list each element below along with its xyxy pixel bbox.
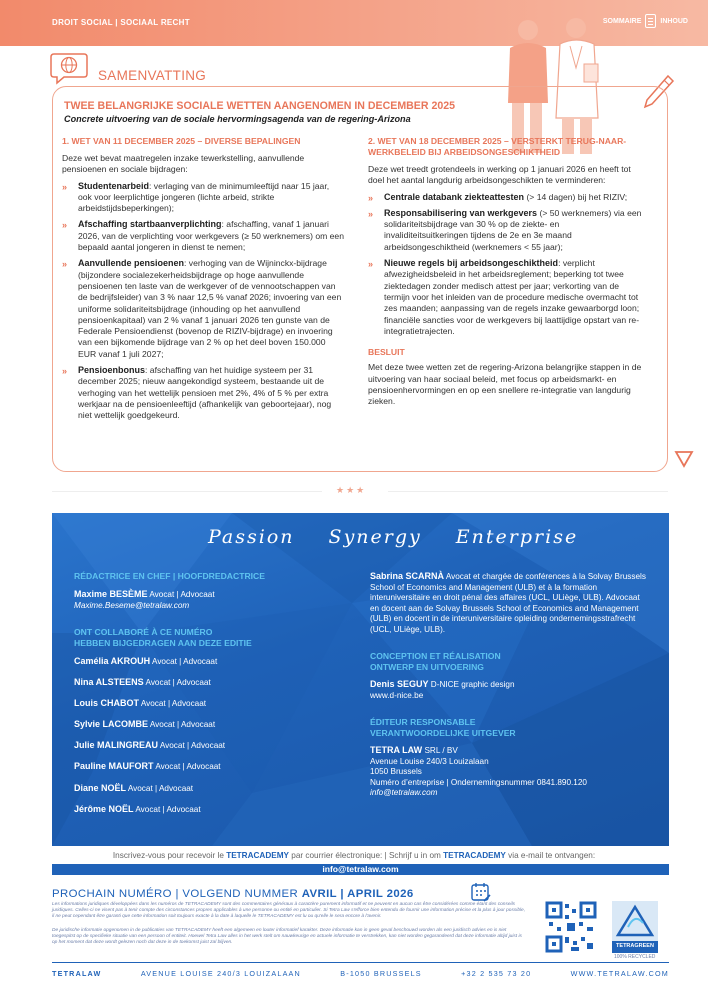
editor-line: Maxime BESÈME Avocat | Advocaat xyxy=(74,589,215,599)
subscribe-line: Inscrivez-vous pour recevoir le TETRACADEMY par courrier électronique: | Schrijf u in om TETRACADEMY via e-mail te ontvangen: xyxy=(112,851,596,860)
footer-address: AVENUE LOUISE 240/3 LOUIZALAAN xyxy=(140,969,301,978)
motto: Passion Synergy Enterprise xyxy=(208,526,579,548)
publisher-company-number: Numéro d’entreprise | Ondernemingsnummer 0841.890.120 xyxy=(370,777,587,787)
next-issue: PROCHAIN NUMÉRO | VOLGEND NUMMER AVRIL | APRIL 2026 xyxy=(52,888,414,900)
law2-column xyxy=(368,136,645,408)
credits-right xyxy=(370,571,650,799)
calendar-icon xyxy=(470,881,492,903)
recycled-label: 100% RECYCLED xyxy=(614,954,656,960)
list-item: » Afschaffing startbaanverplichting: afschaffing, vanaf 1 januari 2026, van de verplichting voor werkgevers (≥ 50 werknemers) om een bepaald aantal jongeren in dienst te nemen; xyxy=(62,219,344,253)
double-chevron-icon: » xyxy=(368,208,371,219)
contributor-item: Nina ALSTEENS Avocat | Advocaat xyxy=(74,677,211,688)
summary-heading: SAMENVATTING xyxy=(98,68,207,83)
scarna-bio: Sabrina SCARNÀ Avocat et chargée de conférences à la Solvay Brussels School of Economics and Management (ULB) et à la formation interuniversitaire en droit pénal des affaires (UCL, ULiège, ULB). Advocaat en docent aan de Solvay Brussels School of Economics and Management (ULB) en docent in de interuniversitaire opleiding ondernemingsstrafrecht (UCL, ULiège, ULB). xyxy=(370,571,646,634)
design-heading-nl: ONTWERP EN UITVOERING xyxy=(370,662,484,672)
footer-website[interactable]: WWW.TETRALAW.COM xyxy=(570,969,669,978)
footer-brand: TETRALAW xyxy=(52,969,102,978)
law2-title: 2. WET VAN 18 DECEMBER 2025 – VERSTERKT TERUG-NAAR-WERKBELEID BIJ ARBEIDSONGESCHIKTHEID xyxy=(368,136,627,157)
law2-intro: Deze wet treedt grotendeels in werking op 1 januari 2026 en heeft tot doel het aantal langdurig arbeidsongeschikten te verminderen: xyxy=(368,164,631,186)
toc-label-fr: SOMMAIRE xyxy=(602,17,642,25)
editor-email[interactable]: Maxime.Beseme@tetralaw.com xyxy=(74,600,190,610)
corner-logo-icon xyxy=(673,448,695,470)
disclaimer-fr: Les informations juridiques développées dans les numéros de TETRACADEMY sont des commentaires généraux à caractère purement informatif et ne peuvent en aucun cas être considérées comme étant des conseils juridiques. Celles-ci ne visent pas à tenir compte des circonstances propres applicables à une personne ou entité en particulier. Si Tetra Law s'efforce bien entendu de fournir une information précise et la plus à jour possible, il ne peut cependant être garanti que cette information soit toujours exacte à la date à laquelle le TETRACADEMY est lu ou qu'elle le sera encore à l'avenir. xyxy=(52,902,526,920)
contributor-item: Camélia AKROUH Avocat | Advocaat xyxy=(74,656,218,666)
law1-title: 1. WET VAN 11 DECEMBER 2025 – DIVERSE BEPALINGEN xyxy=(62,136,301,146)
contributor-item: Louis CHABOT Avocat | Advocaat xyxy=(74,698,207,709)
double-chevron-icon: » xyxy=(62,220,65,231)
contributor-item: Sylvie LACOMBE Avocat | Advocaat xyxy=(74,719,216,730)
publisher-heading-fr: ÉDITEUR RESPONSABLE xyxy=(370,717,476,727)
designer-line: Denis SEGUY D-NICE graphic design xyxy=(370,679,515,689)
toc-link[interactable] xyxy=(603,14,688,28)
subscribe-email[interactable]: info@tetralaw.com xyxy=(52,864,669,875)
toc-label-nl: INHOUD xyxy=(660,17,688,25)
clipboard-icon xyxy=(645,14,656,28)
footer-divider xyxy=(52,962,669,963)
publisher-city: 1050 Brussels xyxy=(370,767,422,776)
divider xyxy=(52,491,322,492)
tetragreen-label: TETRAGREEN xyxy=(616,943,654,949)
contributors-heading-fr: ONT COLLABORÉ À CE NUMÉRO xyxy=(74,627,213,637)
section-label: DROIT SOCIAL | SOCIAAL RECHT xyxy=(52,18,190,27)
contributor-item: Jérôme NOËL Avocat | Advocaat xyxy=(74,803,201,814)
conclusion-text: Met deze twee wetten zet de regering-Arizona belangrijke stappen in de uitvoering van haar sociaal beleid, met focus op arbeidsmarkt- en pensioenhervormingen en op een snellere re-integratie van langdurig zieken. xyxy=(368,362,642,407)
footer-city: B-1050 BRUSSELS xyxy=(340,969,422,978)
designer-url[interactable]: www.d-nice.be xyxy=(370,690,424,700)
publisher-email[interactable]: info@tetralaw.com xyxy=(370,788,438,797)
conclusion-heading: BESLUIT xyxy=(368,347,405,358)
contributor-item: Diane NOËL Avocat | Advocaat xyxy=(74,782,194,793)
law1-intro: Deze wet bevat maatregelen inzake tewerkstelling, aanvullende pensioenen en sociale bijdragen: xyxy=(62,153,305,175)
editor-heading: RÉDACTRICE EN CHEF | HOOFDREDACTRICE xyxy=(74,571,265,581)
list-item: » Aanvullende pensioenen: verhoging van de Wijninckx-bijdrage (bijzondere socialezekerheidsbijdrage op hoge aanvullende pensioenen ten laste van de werkgever of de vennootschappen van de bedrijfsleider) van 3 % naar 12,5 % vanaf 2026; invoering van een uniforme solidariteitsbijdrage (inhouding op het aanvullend pensioenkapitaal) van 2 % vanaf 1 januari 2026 ten gunste van de Federale Pensioendienst (bovenop de RIZIV-bijdrage) en invoering van een bijkomende bijdrage van 2 % op het deel boven 150.000 EUR vanaf 1 juli 2027; xyxy=(62,258,342,359)
credits-panel xyxy=(52,513,669,846)
list-item: » Centrale databank ziekteattesten (> 14 dagen) bij het RIZIV; xyxy=(368,191,628,203)
design-heading-fr: CONCEPTION ET RÉALISATION xyxy=(370,651,501,661)
list-item: » Pensioenbonus: afschaffing van het huidige systeem per 31 december 2025; nieuw aangekondigd systeem, bestaande uit de verhoging van het wettelijk pensioen met 2%, 4% of 5 % per extra werkjaar na de pensioenleeftijd (afhankelijk van geboortejaar), nog niet wettelijk goedgekeurd. xyxy=(62,365,332,421)
publisher-heading-nl: VERANTWOORDELIJKE UITGEVER xyxy=(370,728,516,738)
publisher-address: Avenue Louise 240/3 Louizalaan xyxy=(370,756,489,766)
credits-left xyxy=(74,571,334,825)
double-chevron-icon: » xyxy=(62,259,65,270)
double-chevron-icon: » xyxy=(62,366,65,377)
stars-ornament-icon: ★★★ xyxy=(336,485,367,495)
publisher-line: TETRA LAW SRL / BV xyxy=(370,745,458,755)
contributors-heading-nl: HEBBEN BIJGEDRAGEN AAN DEZE EDITIE xyxy=(74,638,252,648)
summary-subtitle: Concrete uitvoering van de sociale hervormingsagenda van de regering-Arizona xyxy=(64,114,411,124)
disclaimer-nl: De juridische informatie opgenomen in de publicaties van TETRACADEMY heeft een algemeen en louter informatief karakter. Deze informatie kan in geen geval beschouwd worden als een juridisch advies en is niet toegespitst op de specifieke situatie van een persoon of entiteit. Hoewel Tetra Law alles in het werk stelt om nauwkeurige en actuele informatie te verstrekken, kan niet worden gegarandeerd dat deze informatie altijd juist is op het moment dat deze wordt gelezen noch dat deze in de toekomst juist zal blijven. xyxy=(52,928,522,946)
tetragreen-badge xyxy=(612,901,658,953)
divider xyxy=(388,491,668,492)
summary-title: TWEE BELANGRIJKE SOCIALE WETTEN AANGENOMEN IN DECEMBER 2025 xyxy=(64,100,456,112)
contributor-item: Julie MALINGREAU Avocat | Advocaat xyxy=(74,740,226,751)
qr-code-icon[interactable] xyxy=(545,901,597,953)
double-chevron-icon: » xyxy=(368,192,371,203)
list-item: » Nieuwe regels bij arbeidsongeschiktheid: verplicht afwezigheidsbeleid in het arbeidsreglement; beperking tot twee ziektedagen zonder medisch attest per jaar; verkorting van de termijn voor het inleiden van de procedure medische overmacht tot zes maanden; aanpassing van de regels inzake gewaarborgd loon; financiële sancties voor de werkgevers bij laattijdige opstart van re-integratietrajecten. xyxy=(368,258,640,336)
footer xyxy=(52,969,669,978)
double-chevron-icon: » xyxy=(368,259,371,270)
list-item: » Studentenarbeid: verlaging van de minimumleeftijd naar 15 jaar, ook voor leerplichtige jongeren (lichte arbeid, strikte arbeidstijdsbeperkingen); xyxy=(62,180,330,214)
footer-phone[interactable]: +32 2 535 73 20 xyxy=(461,969,532,978)
list-item: » Responsabilisering van werkgevers (> 50 werknemers) via een solidariteitsbijdrage van 30 % op de ziekte- en invaliditeitsuitkeringen tijdens de 2e en 3e maand arbeidsongeschiktheid (werknemers < 55 jaar); xyxy=(368,207,642,252)
law1-column xyxy=(62,136,344,427)
double-chevron-icon: » xyxy=(62,181,65,192)
globe-chat-icon xyxy=(50,50,90,86)
contributor-item: Pauline MAUFORT Avocat | Advocaat xyxy=(74,761,221,772)
